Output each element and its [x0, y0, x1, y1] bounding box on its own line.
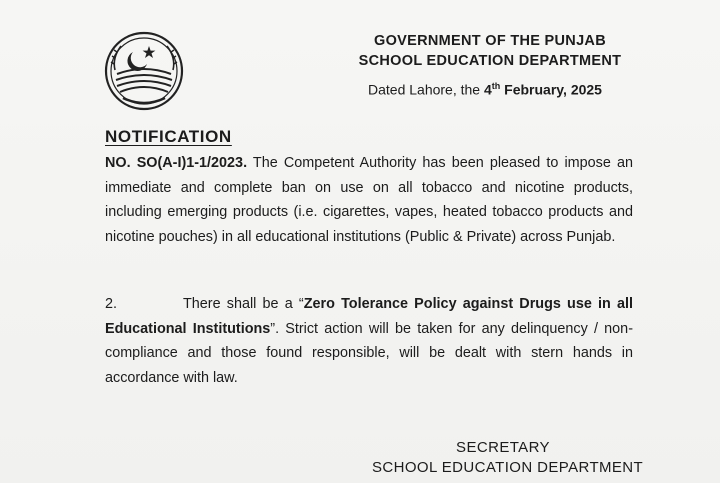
signature-block [372, 438, 644, 478]
paragraph-1-text: The Competent Authority has been pleased to impose an immediate and complete ban on use on all tobacco and nicotine products, including emerging products (i.e. cigarettes, vapes, heated tobacco products and nicotine pouches) in all educational institutions (Public & Private) across Punjab. [105, 155, 633, 245]
government-title: GOVERNMENT OF THE PUNJAB [374, 33, 606, 49]
signatory-title: SECRETARY [456, 439, 550, 456]
paragraph-2-rest: ”. Strict action will be taken for any delinquency / non-compliance and those found responsible, will be dealt with stern hands in accordance with law. [105, 320, 633, 386]
dated-prefix: Dated Lahore, the [368, 81, 484, 98]
notification-number: NO. SO(A-I)1-1/2023. [105, 155, 248, 171]
signatory-department: SCHOOL EDUCATION DEPARTMENT [372, 459, 644, 476]
department-title: SCHOOL EDUCATION DEPARTMENT [358, 53, 622, 69]
paragraph-2-number: 2. [105, 296, 118, 312]
punjab-government-emblem-icon [103, 30, 185, 112]
paragraph-2-lead: There shall be a “ [183, 296, 304, 312]
paragraph-1 [105, 151, 633, 249]
department-header [340, 31, 640, 71]
dated-day-suffix: th [491, 81, 501, 91]
paragraph-2 [105, 292, 633, 390]
notification-title: NOTIFICATION [105, 127, 232, 146]
dated-line [368, 81, 602, 98]
dated-day: 4 [483, 81, 492, 98]
zero-tolerance-policy: Zero Tolerance Policy against Drugs use in all Educational Institutions [105, 296, 634, 337]
dated-month-year: February, 2025 [500, 81, 602, 98]
